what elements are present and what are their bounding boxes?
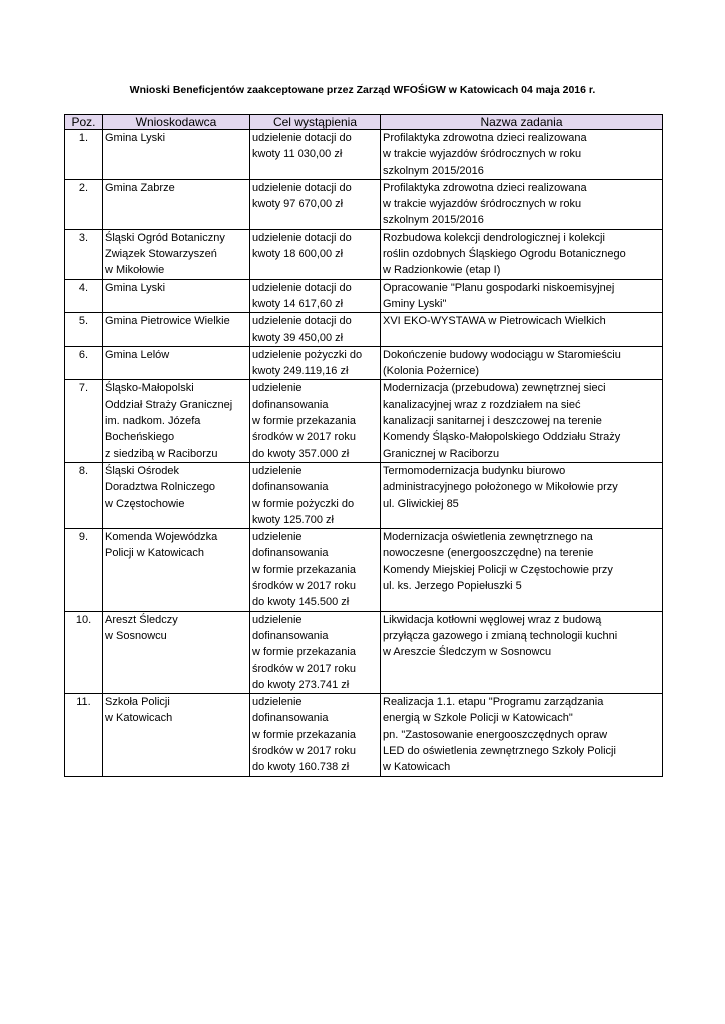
cell-poz: 5. <box>65 313 103 347</box>
cell-task: Dokończenie budowy wodociągu w Staromieściu (Kolonia Pożernice) <box>381 346 663 380</box>
cell-purpose: udzielenie dofinansowania w formie przekazania środków w 2017 roku do kwoty 273.741 zł <box>250 611 381 693</box>
cell-task: Modernizacja (przebudowa) zewnętrznej sieci kanalizacyjnej wraz z rozdziałem na sieć kanalizacji sanitarnej i deszczowej na terenie Komendy Śląsko-Małopolskiego Oddziału Straży Granicznej w Raciborzu <box>381 380 663 462</box>
cell-task: Likwidacja kotłowni węglowej wraz z budową przyłącza gazowego i zmianą technologii kuchni w Areszcie Śledczym w Sosnowcu <box>381 611 663 693</box>
cell-poz: 9. <box>65 529 103 611</box>
cell-task: Profilaktyka zdrowotna dzieci realizowana w trakcie wyjazdów śródrocznych w roku szkolnym 2015/2016 <box>381 130 663 180</box>
cell-task: Termomodernizacja budynku biurowo administracyjnego położonego w Mikołowie przy ul. Gliwickiej 85 <box>381 462 663 528</box>
cell-task: Realizacja 1.1. etapu "Programu zarządzania energią w Szkole Policji w Katowicach" pn. "Zastosowanie energooszczędnych opraw LED do oświetlenia zewnętrznego Szkoły Policji w Katowicach <box>381 694 663 776</box>
cell-task: Modernizacja oświetlenia zewnętrznego na nowoczesne (energooszczędne) na terenie Komendy Miejskiej Policji w Częstochowie przy ul. ks. Jerzego Popiełuszki 5 <box>381 529 663 611</box>
cell-task: Opracowanie "Planu gospodarki niskoemisyjnej Gminy Lyski" <box>381 279 663 313</box>
cell-poz: 1. <box>65 130 103 180</box>
header-purpose: Cel wystąpienia <box>250 115 381 130</box>
cell-applicant: Śląski Ogród Botaniczny Związek Stowarzyszeń w Mikołowie <box>103 229 250 279</box>
document-title: Wnioski Beneficjentów zaakceptowane przez Zarząd WFOŚiGW w Katowicach 04 maja 2016 r. <box>129 84 596 96</box>
table-row <box>65 462 663 528</box>
table-row <box>65 229 663 279</box>
table-row <box>65 611 663 693</box>
cell-applicant: Gmina Lyski <box>103 130 250 180</box>
cell-purpose: udzielenie dotacji do kwoty 39 450,00 zł <box>250 313 381 347</box>
table-header-row <box>65 115 663 130</box>
header-task: Nazwa zadania <box>381 115 663 130</box>
cell-applicant: Gmina Lelów <box>103 346 250 380</box>
cell-poz: 2. <box>65 179 103 229</box>
cell-purpose: udzielenie dofinansowania w formie przekazania środków w 2017 roku do kwoty 145.500 zł <box>250 529 381 611</box>
cell-applicant: Gmina Pietrowice Wielkie <box>103 313 250 347</box>
table-row <box>65 694 663 776</box>
table-row <box>65 279 663 313</box>
cell-purpose: udzielenie dotacji do kwoty 11 030,00 zł <box>250 130 381 180</box>
cell-task: Profilaktyka zdrowotna dzieci realizowana w trakcie wyjazdów śródrocznych w roku szkolnym 2015/2016 <box>381 179 663 229</box>
table-row <box>65 179 663 229</box>
cell-applicant: Areszt Śledczy w Sosnowcu <box>103 611 250 693</box>
cell-applicant: Szkoła Policji w Katowicach <box>103 694 250 776</box>
cell-poz: 11. <box>65 694 103 776</box>
cell-applicant: Komenda Wojewódzka Policji w Katowicach <box>103 529 250 611</box>
table-row <box>65 130 663 180</box>
cell-poz: 10. <box>65 611 103 693</box>
cell-poz: 7. <box>65 380 103 462</box>
table-row <box>65 529 663 611</box>
table-row <box>65 346 663 380</box>
header-poz: Poz. <box>65 115 103 130</box>
cell-purpose: udzielenie pożyczki do kwoty 249.119,16 zł <box>250 346 381 380</box>
cell-applicant: Gmina Lyski <box>103 279 250 313</box>
cell-purpose: udzielenie dofinansowania w formie przekazania środków w 2017 roku do kwoty 357.000 zł <box>250 380 381 462</box>
table-row <box>65 313 663 347</box>
cell-task: Rozbudowa kolekcji dendrologicznej i kolekcji roślin ozdobnych Śląskiego Ogrodu Botanicznego w Radzionkowie (etap I) <box>381 229 663 279</box>
applications-table <box>64 114 663 777</box>
cell-purpose: udzielenie dotacji do kwoty 97 670,00 zł <box>250 179 381 229</box>
cell-poz: 4. <box>65 279 103 313</box>
cell-purpose: udzielenie dotacji do kwoty 18 600,00 zł <box>250 229 381 279</box>
table-row <box>65 380 663 462</box>
cell-purpose: udzielenie dotacji do kwoty 14 617,60 zł <box>250 279 381 313</box>
cell-poz: 6. <box>65 346 103 380</box>
header-applicant: Wnioskodawca <box>103 115 250 130</box>
cell-applicant: Śląski Ośrodek Doradztwa Rolniczego w Częstochowie <box>103 462 250 528</box>
cell-purpose: udzielenie dofinansowania w formie przekazania środków w 2017 roku do kwoty 160.738 zł <box>250 694 381 776</box>
cell-purpose: udzielenie dofinansowania w formie pożyczki do kwoty 125.700 zł <box>250 462 381 528</box>
cell-poz: 3. <box>65 229 103 279</box>
cell-applicant: Śląsko-Małopolski Oddział Straży Granicznej im. nadkom. Józefa Bocheńskiego z siedzibą w Raciborzu <box>103 380 250 462</box>
cell-poz: 8. <box>65 462 103 528</box>
cell-applicant: Gmina Zabrze <box>103 179 250 229</box>
cell-task: XVI EKO-WYSTAWA w Pietrowicach Wielkich <box>381 313 663 347</box>
